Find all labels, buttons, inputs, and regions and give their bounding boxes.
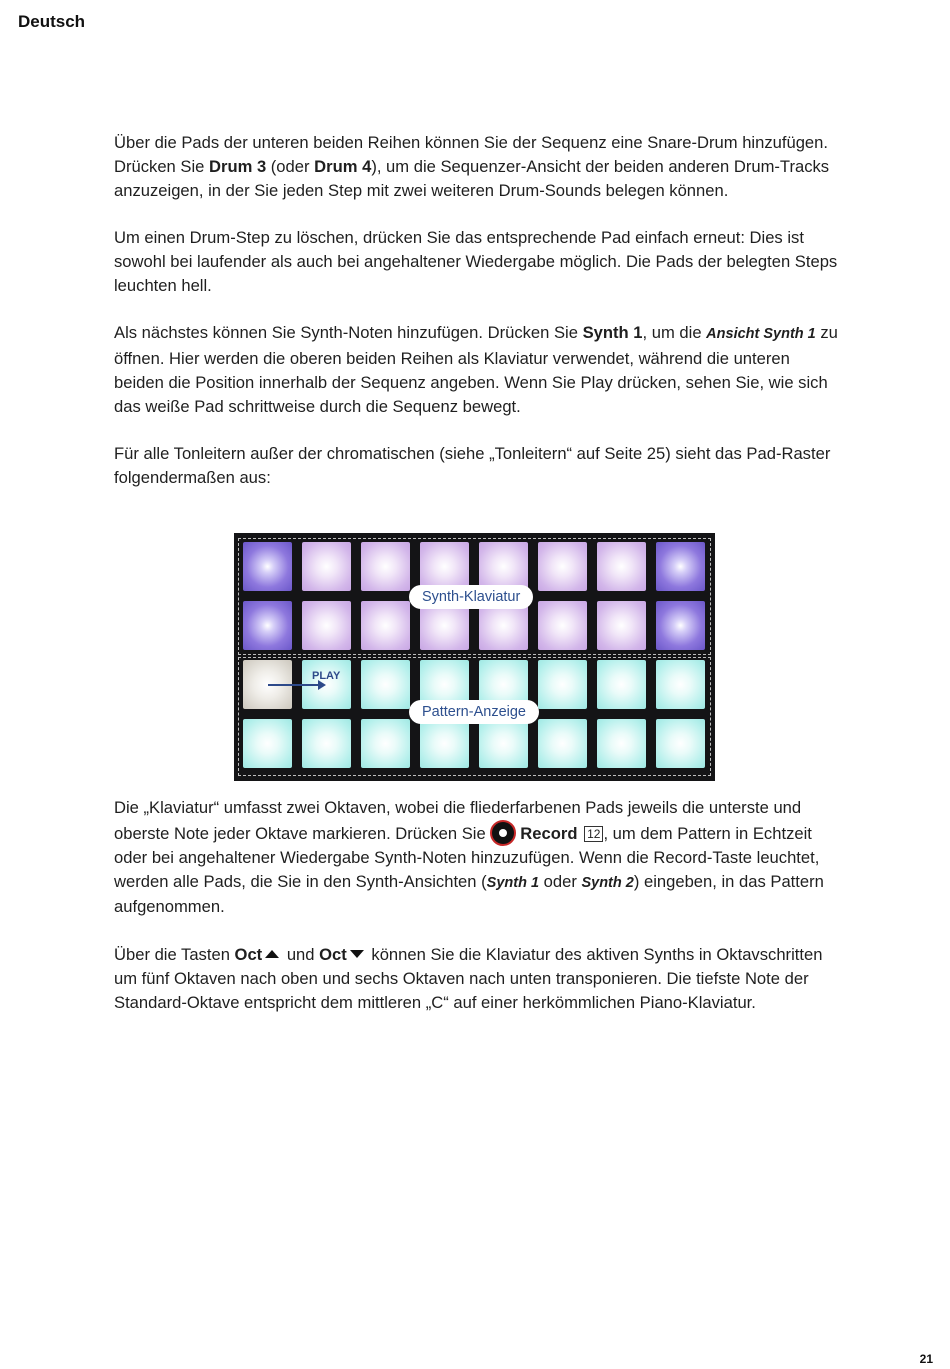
paragraph-snare-drum: Über die Pads der unteren beiden Reihen können Sie der Sequenz eine Snare-Drum hinzufügen. Drücken Sie Drum 3 (oder Drum 4), um die Sequenzer-Ansicht der beiden anderen Drum-Tracks anzuzeigen, in der Sie jeden Step mit zwei weiteren Drum-Sounds belegen können. [114, 133, 830, 200]
pad-r1-c1 [243, 542, 292, 591]
pad-r4-c4 [420, 719, 469, 768]
pad-r1-c2 [302, 542, 351, 591]
pad-r3-c6 [538, 660, 587, 709]
pad-r1-c4 [420, 542, 469, 591]
pad-r2-c8 [656, 601, 705, 650]
record-icon [490, 820, 516, 846]
pad-r1-c6 [538, 542, 587, 591]
pad-r1-c3 [361, 542, 410, 591]
play-label: PLAY [312, 670, 341, 682]
arrow-down-icon [350, 950, 364, 958]
body-text [114, 131, 839, 514]
pad-r2-c7 [597, 601, 646, 650]
pad-r1-c7 [597, 542, 646, 591]
pad-r4-c3 [361, 719, 410, 768]
paragraph-scales: Für alle Tonleitern außer der chromatischen (siehe „Tonleitern“ auf Seite 25) sieht das Pad-Raster folgendermaßen aus: [114, 444, 831, 488]
pad-r2-c1 [243, 601, 292, 650]
pad-r2-c3 [361, 601, 410, 650]
paragraph-keyboard: Die „Klaviatur“ umfasst zwei Oktaven, wobei die fliederfarbenen Pads jeweils die unterste und oberste Note jeder Oktave markieren. Drücken Sie Record 12 , um dem Pattern in Echtzeit oder bei angehaltener Wiedergabe Synth-Noten hinzuzufügen. Wenn die Record-Taste leuchtet, werden alle Pads, die Sie in den Synth-Ansichten (Synth 1 oder Synth 2) eingeben, in das Pattern aufgenommen. [114, 798, 824, 917]
pad-r1-c8 [656, 542, 705, 591]
pad-r2-c2 [302, 601, 351, 650]
page-number: 21 [919, 1352, 933, 1366]
pad-r2-c6 [538, 601, 587, 650]
language-header: Deutsch [18, 12, 86, 31]
pad-r3-c8 [656, 660, 705, 709]
paragraph-delete-step: Um einen Drum-Step zu löschen, drücken Sie das entsprechende Pad einfach erneut: Dies ist sowohl bei laufender als auch bei angehaltener Wiedergabe möglich. Die Pads der belegten Steps leuchten hell. [114, 228, 838, 295]
pad-r3-c3 [361, 660, 410, 709]
pad-r4-c6 [538, 719, 587, 768]
pad-r4-c1 [243, 719, 292, 768]
pad-r4-c2 [302, 719, 351, 768]
pad-r4-c8 [656, 719, 705, 768]
pad-r1-c5 [479, 542, 528, 591]
pad-r3-c7 [597, 660, 646, 709]
play-arrow-icon [268, 684, 324, 686]
synth-keyboard-label: Synth-Klaviatur [409, 585, 533, 609]
pattern-display-label: Pattern-Anzeige [409, 700, 539, 724]
paragraph-octave: Über die Tasten Oct und Oct können Sie die Klaviatur des aktiven Synths in Oktavschritten um fünf Oktaven nach oben und sechs Oktaven nach unten transponieren. Die tiefste Note der Standard-Oktave entspricht dem mittleren „C“ auf einer herkömmlichen Piano-Klaviatur. [114, 944, 823, 1012]
arrow-up-icon [265, 950, 279, 958]
pad-r4-c5 [479, 719, 528, 768]
pad-r4-c7 [597, 719, 646, 768]
button-number-badge: 12 [584, 826, 603, 842]
paragraph-synth-notes: Als nächstes können Sie Synth-Noten hinzufügen. Drücken Sie Synth 1, um die Ansicht Synth 1 zu öffnen. Hier werden die oberen beiden Reihen als Klaviatur verwendet, während die unteren beiden die Position innerhalb der Sequenz angeben. Wenn Sie Play drücken, sehen Sie, wie sich das weiße Pad schrittweise durch die Sequenz bewegt. [114, 323, 838, 416]
body-text-lower [114, 796, 839, 1038]
pad-grid-figure [234, 533, 715, 781]
